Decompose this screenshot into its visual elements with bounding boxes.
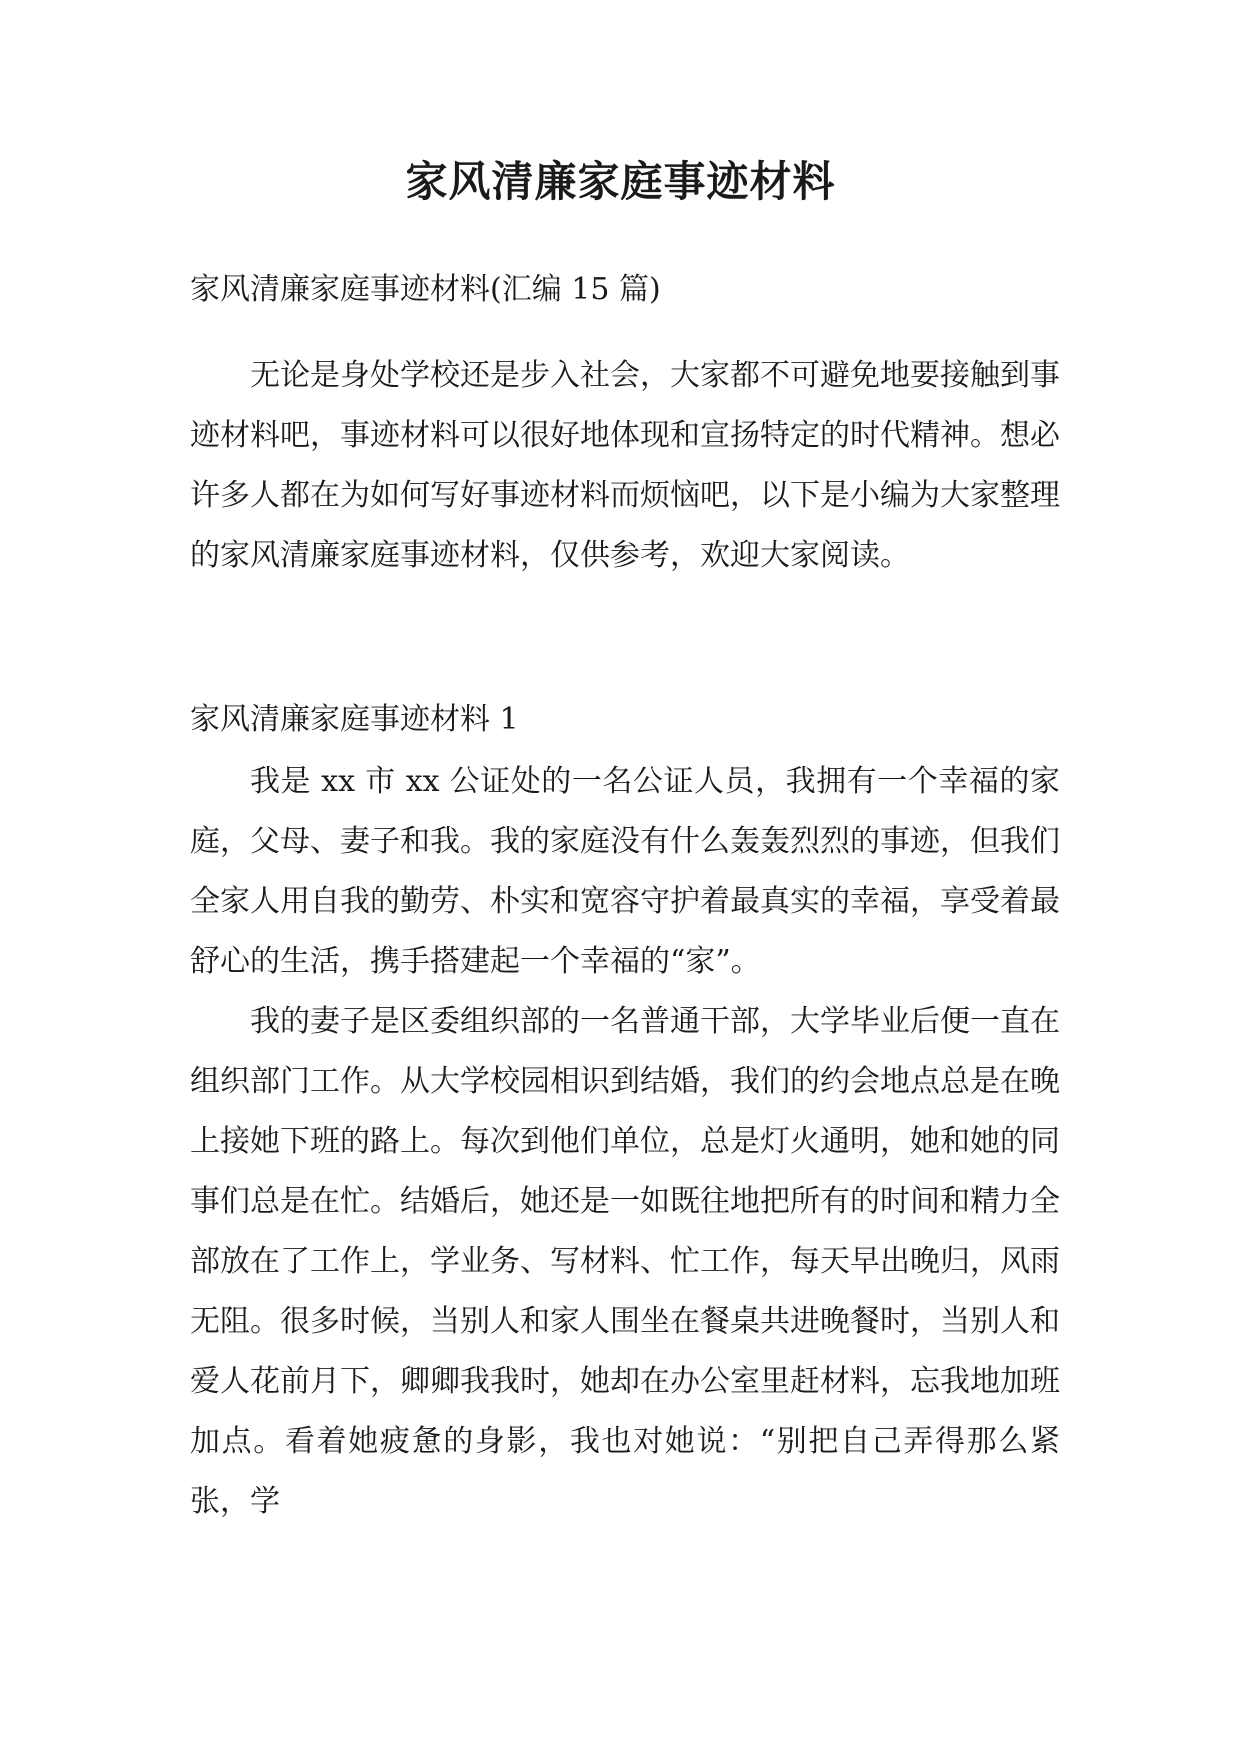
- section-body: [190, 752, 1060, 1532]
- intro-paragraph: 无论是身处学校还是步入社会，大家都不可避免地要接触到事迹材料吧，事迹材料可以很好地体现和宣扬特定的时代精神。想必许多人都在为如何写好事迹材料而烦恼吧，以下是小编为大家整理的家风清廉家庭事迹材料，仅供参考，欢迎大家阅读。: [190, 358, 1060, 573]
- body-paragraph: 我的妻子是区委组织部的一名普通干部，大学毕业后便一直在组织部门工作。从大学校园相识到结婚，我们的约会地点总是在晚上接她下班的路上。每次到他们单位，总是灯火通明，她和她的同事们总是在忙。结婚后，她还是一如既往地把所有的时间和精力全部放在了工作上，学业务、写材料、忙工作，每天早出晚归，风雨无阻。很多时候，当别人和家人围坐在餐桌共进晚餐时，当别人和爱人花前月下，卿卿我我时，她却在办公室里赶材料，忘我地加班加点。看着她疲惫的身影，我也对她说：“别把自己弄得那么紧张，学: [190, 1004, 1060, 1519]
- section-heading: 家风清廉家庭事迹材料 1: [190, 702, 519, 737]
- body-paragraph: 我是 xx 市 xx 公证处的一名公证人员，我拥有一个幸福的家庭，父母、妻子和我。我的家庭没有什么轰轰烈烈的事迹，但我们全家人用自我的勤劳、朴实和宽容守护着最真实的幸福，享受着最舒心的生活，携手搭建起一个幸福的“家”。: [190, 764, 1060, 979]
- document-title: 家风清廉家庭事迹材料: [405, 157, 836, 206]
- document-subtitle: 家风清廉家庭事迹材料(汇编 15 篇): [190, 272, 661, 307]
- intro-section: [190, 346, 1060, 586]
